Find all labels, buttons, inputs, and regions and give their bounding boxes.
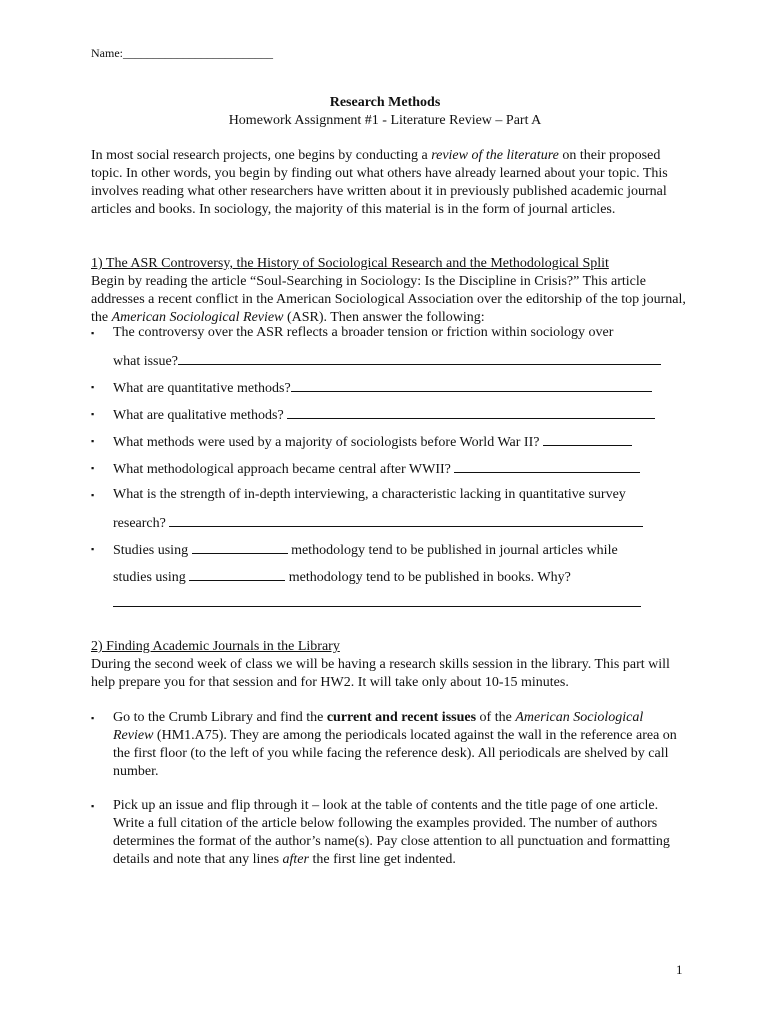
intro-text-2: on their proposed topic. In other words, you begin by finding out what others have already learned about your topic. This involves reading what other researchers have written about it in previously published academic journal articles and books. In sociology, the majority of this material is in the form of journal articles. [91, 148, 668, 217]
answer-blank[interactable] [287, 405, 655, 419]
section-2-intro [91, 638, 691, 692]
item-1-text-c: (HM1.A75). They are among the periodicals located against the wall in the reference area on the first floor (to the left of you while facing the reference desk). All periodicals are shelved by call number. [113, 728, 677, 779]
question-2-line [113, 378, 652, 398]
item-1-journal: American Sociological Review [113, 710, 644, 743]
item-2-text-b: the first line get indented. [308, 852, 456, 867]
bullet-square-icon: ▪ [91, 436, 95, 446]
intro-paragraph [91, 147, 691, 219]
question-3-text: What are qualitative methods? [113, 408, 284, 423]
answer-blank[interactable] [291, 378, 652, 392]
bullet-square-icon: ▪ [91, 328, 95, 338]
answer-blank[interactable] [169, 513, 643, 527]
question-1-prompt: what issue? [113, 354, 178, 369]
question-7-text-b: methodology tend to be published in journal articles while [291, 543, 618, 558]
question-6-line-2 [113, 513, 643, 533]
item-2-text-a: Pick up an issue and flip through it – look at the table of contents and the title page of one article. Write a full citation of the article below following the examples provided. The number of authors determines the format of the author’s name(s). Pay close attention to all punctuation and formatting details and note that any lines [113, 798, 670, 867]
bullet-square-icon: ▪ [91, 490, 95, 500]
bullet-square-icon: ▪ [91, 713, 95, 723]
question-1-text: The controversy over the ASR reflects a broader tension or friction within sociology over [113, 325, 614, 340]
question-7-text-a: Studies using [113, 543, 189, 558]
bullet-square-icon: ▪ [91, 463, 95, 473]
section-1-body-2: (ASR). Then answer the following: [283, 310, 485, 325]
section-2-body: During the second week of class we will be having a research skills session in the library. This part will help prepare you for that session and for HW2. It will take only about 10-15 minutes. [91, 657, 670, 690]
question-7-line-1 [113, 540, 618, 560]
bullet-square-icon: ▪ [91, 801, 95, 811]
answer-blank[interactable] [543, 432, 632, 446]
library-item-1-text [113, 709, 681, 781]
answer-blank[interactable] [454, 459, 640, 473]
section-1-intro [91, 255, 691, 327]
section-1-body-1: Begin by reading the article “Soul-Searching in Sociology: Is the Discipline in Crisis?” This article addresses a recent conflict in the American Sociological Association over the editorship of the top journal, the [91, 274, 686, 325]
question-7-text-c: studies using [113, 570, 186, 585]
intro-emphasis: review of the literature [431, 148, 559, 163]
question-6-prompt: research? [113, 516, 166, 531]
name-field-label: Name:_________________________ [91, 46, 273, 60]
question-7-line-2 [113, 567, 571, 587]
question-5-text: What methodological approach became central after WWII? [113, 462, 451, 477]
item-1-text-a: Go to the Crumb Library and find the [113, 710, 327, 725]
section-1-heading: 1) The ASR Controversy, the History of Sociological Research and the Methodological Split [91, 256, 609, 271]
page-number: 1 [676, 962, 683, 977]
bullet-square-icon: ▪ [91, 382, 95, 392]
library-item-2-text [113, 797, 681, 869]
item-2-emphasis: after [282, 852, 309, 867]
question-6-text: What is the strength of in-depth interviewing, a characteristic lacking in quantitative survey [113, 487, 626, 502]
question-1-line-2 [113, 351, 661, 371]
answer-blank-why[interactable] [113, 606, 641, 607]
section-2-heading: 2) Finding Academic Journals in the Library [91, 639, 340, 654]
document-title: Research Methods [329, 95, 441, 110]
item-1-bold: current and recent issues [326, 710, 477, 725]
item-1-text-b: of the [476, 710, 516, 725]
answer-blank[interactable] [192, 540, 288, 554]
question-5-line [113, 459, 640, 479]
question-4-line [113, 432, 632, 452]
question-3-line [113, 405, 655, 425]
question-2-text: What are quantitative methods? [113, 381, 291, 396]
bullet-square-icon: ▪ [91, 544, 95, 554]
question-7-text-d: methodology tend to be published in books. Why? [288, 570, 571, 585]
answer-blank[interactable] [178, 351, 661, 365]
bullet-square-icon: ▪ [91, 409, 95, 419]
section-1-journal: American Sociological Review [111, 310, 284, 325]
intro-text-1: In most social research projects, one begins by conducting a [91, 148, 432, 163]
answer-blank[interactable] [189, 567, 285, 581]
document-subtitle: Homework Assignment #1 - Literature Review – Part A [228, 113, 542, 128]
question-4-text: What methods were used by a majority of sociologists before World War II? [113, 435, 540, 450]
